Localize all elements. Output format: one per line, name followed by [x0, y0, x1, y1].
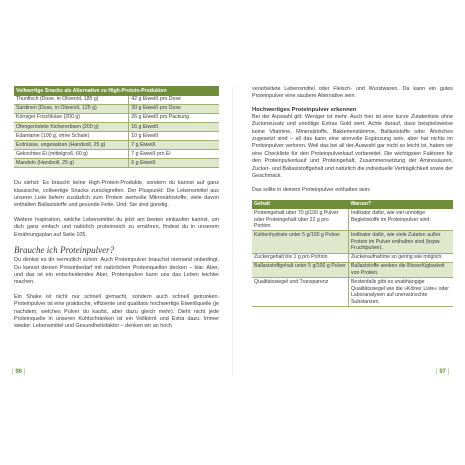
table-cell: 7 g Eiweiß: [129, 140, 219, 149]
table-cell: 16 g Eiweiß: [129, 122, 219, 131]
page-gutter: [232, 86, 233, 376]
table-cell: Indikator dafür, wie viel unnötige Begleitstoffe im Proteinpulver sind.: [348, 209, 453, 231]
body-paragraph: verarbeitete Lebensmittel oder Fleisch- und Wurstwaren. Da kann ein gutes Proteinpulver eine saubere Alternative sein.: [252, 86, 453, 100]
table-cell: Gekochtes Ei (mittelgroß, 60 g): [14, 150, 129, 159]
body-paragraph: Bei der Auswahl gilt: Weniger ist mehr. Auch hier ist eine kurze Zutatenliste ohne Zuckerzusatz und unnötige Extras Gold wert. Achte darauf, dass beispielsweise keine Vitamine, Mineralstoffe, Bakterienstämme, Ballaststoffe oder Ähnliches zugesetzt sind – all das kann eine sinnvolle Ergänzung sein, aber hat nichts im Proteinpulver verloren. Weil das bei all der Auswahl gar nicht so leicht ist, haben wir eine Checkliste für den Proteinpulverkauf vorbereitet. Die wichtigsten Faktoren für den Proteinpulverkauf und Proteingehalt, Zusammensetzung der Aminosäuren, Zucker- und Ballaststoffgehalt und natürlich die individuelle Verträglichkeit sowie der Geschmack.: [252, 113, 453, 180]
section-heading: Brauche ich Proteinpulver?: [14, 245, 115, 256]
table-row: [14, 150, 219, 159]
table-cell: 30 g Eiweiß pro Dose: [129, 104, 219, 113]
table-cell: Mandeln (Handvoll, 25 g): [14, 159, 129, 168]
table-row: [252, 231, 453, 253]
body-paragraph: Das sollte in deinem Proteinpulver enthalten sein:: [252, 187, 371, 194]
table-cell: Körniger Frischkäse (200 g): [14, 113, 129, 122]
body-paragraph: Weitere Inspiration, welche Lebensmittel du jetzt am besten einkaufen kannst, um dich ganz einfach und natürlich proteinreich zu ernähren, findest du in unserem Ernährungsplan auf Seite 105.: [14, 216, 219, 238]
checklist-table: [252, 200, 453, 307]
snacks-table: [14, 86, 219, 168]
table-cell: 7 g Eiweiß pro Ei: [129, 150, 219, 159]
table-cell: 26 g Eiweiß pro Packung: [129, 113, 219, 122]
left-page: [14, 86, 219, 376]
page-number-text: 97: [439, 369, 447, 375]
body-paragraph: Du siehst: Es braucht keine High-Protein-Produkte, sondern du kannst auf ganz klassische, vollwertige Snacks zurückgreifen. Der Pluspunkt: Die Lebensmittel aus unserer Liste liefern zusätzlich zum Protein wertvolle Mikronährstoffe, viele davon enthalten Ballaststoffe und gesunde Fette. Und: Sie sind günstig.: [14, 180, 219, 209]
table-row: [14, 122, 219, 131]
table-cell: Erdnüsse, ungesalzen (Handvoll, 25 g): [14, 140, 129, 149]
table-cell: Bestenfalls gibt es unabhängige Qualitätssiegel wie die »Kölner Liste« oder Laboranalysen auf unerwünschte Substanzen.: [348, 278, 453, 307]
table-cell: 10 g Eiweiß: [129, 131, 219, 140]
table-cell: Indikator dafür, wie viele Zutaten außer Protein im Pulver enthalten sind (bspw. Fruchtpulver).: [348, 231, 453, 253]
table-cell: Zuckeraufnahme so gering wie möglich.: [348, 253, 453, 262]
table-cell: Qualitätssiegel und Transparenz: [252, 278, 348, 307]
table-cell: Sardinen (Dose, in Olivenöl, 125 g): [14, 104, 129, 113]
table-cell: Kohlenhydrate unter 5 g/100 g Pulver: [252, 231, 348, 253]
table-row: [14, 140, 219, 149]
table-row: [14, 96, 219, 105]
section-heading: Hochwertiges Proteinpulver erkennen: [252, 106, 357, 113]
column-header: Warum?: [348, 200, 453, 210]
table-cell: Thunfisch (Dose, in Olivenöl, 185 g): [14, 96, 129, 105]
page-number-right: [ 97 ]: [436, 369, 450, 375]
table-cell: 42 g Eiweiß pro Dose: [129, 96, 219, 105]
right-page: [252, 86, 453, 376]
table-cell: Proteingehalt über 70 g/100 g Pulver oder Proteingehalt über 22 g pro Portion: [252, 209, 348, 231]
table-row: [14, 104, 219, 113]
table-row: [252, 209, 453, 231]
body-paragraph: Du denkst es dir vermutlich schon: Auch Proteinpulver brauchst niemand unbedingt. Du kannst deinen Proteinbedarf mit natürlichen Proteinquellen decken – klar. Aber, und das ist ein entscheidendes Aber, Proteinpulver kann uns das Leben leichter machen.: [14, 257, 219, 286]
snacks-table-header: Vollwertige Snacks als Alternative zu High-Protein-Produkten: [14, 86, 219, 96]
table-cell: Zuckergehalt bis 1 g pro Portion: [252, 253, 348, 262]
column-header: Gehalt: [252, 200, 348, 210]
table-row: [252, 253, 453, 262]
table-cell: 6 g Eiweiß: [129, 159, 219, 168]
table-cell: Edamame (100 g, ohne Schale): [14, 131, 129, 140]
table-row: [252, 278, 453, 307]
table-row: [14, 159, 219, 168]
table-cell: Ofengeröstete Kichererbsen (200 g): [14, 122, 129, 131]
table-row: [14, 113, 219, 122]
table-row: [14, 131, 219, 140]
page-number-text: 96: [15, 369, 23, 375]
page-number-left: [ 96 ]: [12, 369, 26, 375]
table-row: [252, 262, 453, 278]
table-cell: Ballaststoffe senken die Bioverfügbarkeit von Protein.: [348, 262, 453, 278]
body-paragraph: Ein Shake ist nicht nur schnell gemacht, sondern auch schnell getrunken. Proteinpulver ist eine praktische, effiziente und qualitativ hochwertige Eiweißquelle (je nachdem, welches Pulver du kaufst, aber dazu gleich mehr). Dieht nicht jede Proteinquelle in unseren Kühlschränken ist ein Vollkörnt und Extra dazu. Immer wieder: Lebensmittel und Gesundheitsfaktor – denken wir an hoch: [14, 293, 219, 330]
table-cell: Ballaststoffgehalt unter 5 g/100 g Pulver: [252, 262, 348, 278]
